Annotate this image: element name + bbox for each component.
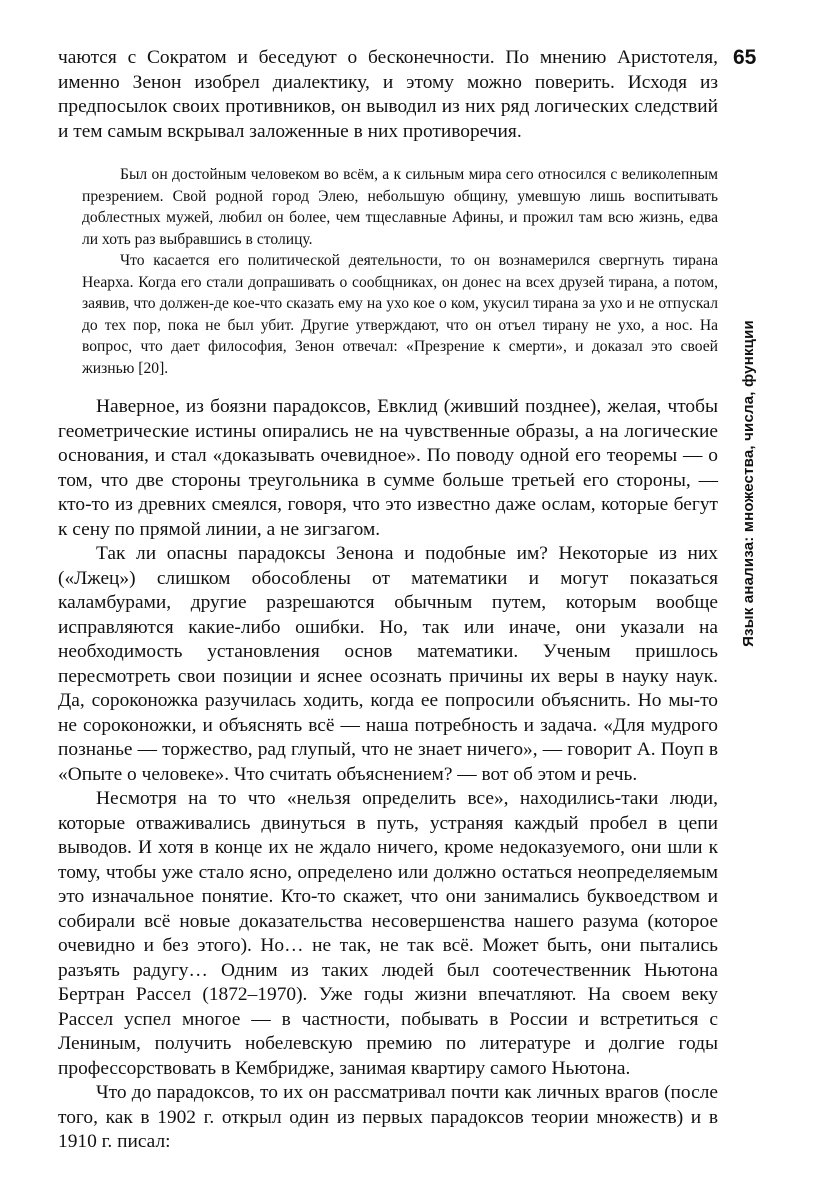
- quote-paragraph-1: Был он достойным человеком во всём, а к сильным мира сего относился с великолепным презрением. Свой родной город Элею, небольшую общину, умевшую лишь воспитывать доблестных мужей, любил он более, чем тщеславные Афины, и прожил там всю жизнь, едва ли хоть раз выбравшись в столицу.: [82, 166, 718, 248]
- paragraph-russell: Несмотря на то что «нельзя определить все», находились-таки люди, которые отваживались двинуться в путь, устраняя каждый пробел в цепи выводов. И хотя в конце их не ждало ничего, кроме недоказуемого, они шли к тому, чтобы уже стало ясно, определено или должно остаться неопределяемым это изначальное понятие. Кто-то скажет, что они занимались буквоедством и собирали всё новые доказательства несовершенства нашего разума (которое очевидно и без этого). Но… не так, не так всё. Может быть, они пытались разъять радугу… Одним из таких людей был соотечественник Ньютона Бертран Рассел (1872–1970). Уже годы жизни впечатляют. На своем веку Рассел успел многое — в частности, побывать в России и встретиться с Лениным, получить нобелевскую премию по литературе и долгие годы профессорствовать в Кембридже, занимая квартиру самого Ньютона.: [58, 788, 718, 1079]
- paragraph-zeno-paradoxes: Так ли опасны парадоксы Зенона и подобные им? Некоторые из них («Лжец») слишком обособлены от математики и могут показаться каламбурами, другие разрешаются обычным путем, которым вообще исправляются какие-либо ошибки. Но, так или иначе, они указали на необходимость установления основ математики. Ученым пришлось пересмотреть свои позиции и яснее осознать причины их веры в науку наук. Да, сороконожка разучилась ходить, когда ее попросили объяснить. Но мы-то не сороконожки, и объяснять всё — наша потребность и задача. «Для мудрого познанье — торжество, рад глупый, что не знает ничего», — говорит А. Поуп в «Опыте о человеке». Что считать объяснением? — вот об этом и речь.: [58, 543, 718, 785]
- running-header-text: Язык анализа: множества, числа, функции: [739, 319, 757, 647]
- paragraph-paradoxes-enemies: Что до парадоксов, то их он рассматривал почти как личных врагов (после того, как в 1902 г. открыл один из первых парадоксов теории множеств) и в 1910 г. писал:: [58, 1082, 718, 1152]
- page-number: 65: [733, 46, 757, 69]
- running-header: [729, 88, 767, 878]
- page-body: [58, 46, 718, 1155]
- block-quote: [82, 164, 718, 379]
- paragraph-continuation: чаются с Сократом и беседуют о бесконечности. По мнению Аристотеля, именно Зенон изобрел диалектику, и этому можно поверить. Исходя из предпосылок своих противников, он выводил из них ряд логических следствий и тем самым вскрывал заложенные в них противоречия.: [58, 47, 718, 142]
- quote-paragraph-2: Что касается его политической деятельности, то он вознамерился свергнуть тирана Неарха. Когда его стали допрашивать о сообщниках, он донес на всех друзей тирана, а потом, заявив, что должен-де кое-что сказать ему на ухо кое о ком, укусил тирана за ухо и не отпускал до тех пор, пока не был убит. Другие утверждают, что он отъел тирану не ухо, а нос. На вопрос, что дает философия, Зенон отвечал: «Презрение к смерти», и доказал это своей жизнью [20].: [82, 252, 718, 377]
- paragraph-euclid: Наверное, из боязни парадоксов, Евклид (живший позднее), желая, чтобы геометрические истины опирались не на чувственные образы, а на логические основания, и стал «доказывать очевидное». По поводу одной его теоремы — о том, что две стороны треугольника в сумме больше третьей его стороны, — кто-то из древних смеялся, говоря, что это известно даже ослам, которые бегут к сену по прямой линии, а не зигзагом.: [58, 396, 718, 540]
